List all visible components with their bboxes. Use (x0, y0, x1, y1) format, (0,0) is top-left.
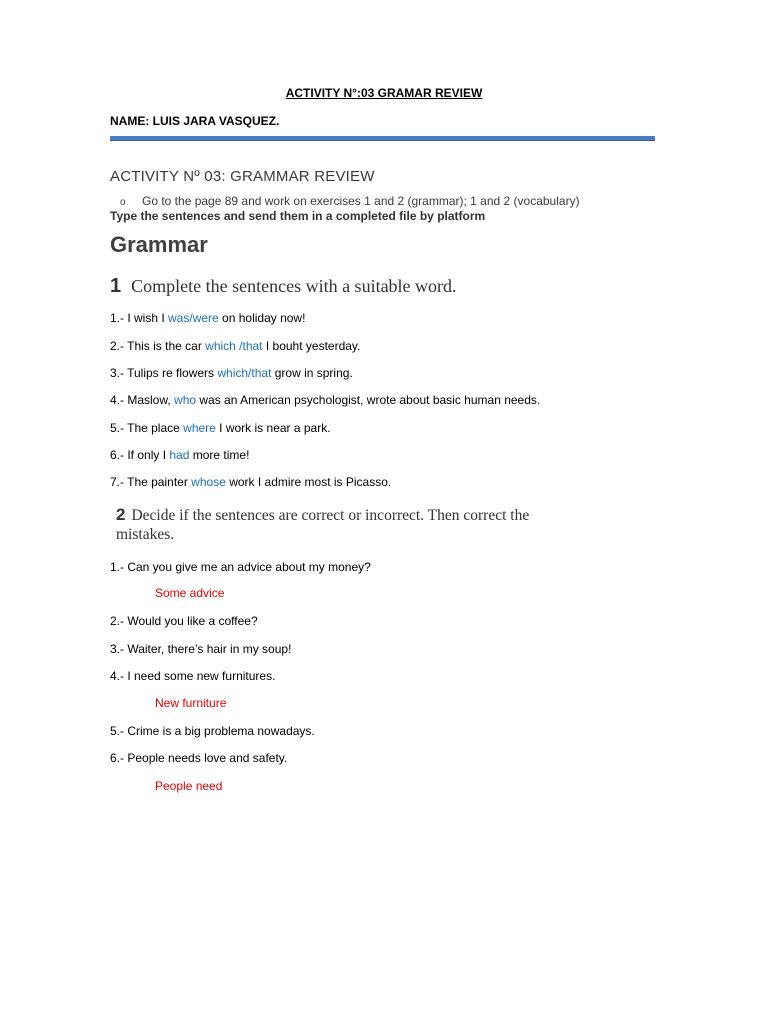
item-answer: which /that (205, 339, 263, 353)
instruction-bullet (120, 194, 580, 208)
exercise1-item (110, 339, 360, 353)
exercise2-number: 2 (116, 505, 126, 524)
correction-text: Some advice (155, 586, 225, 600)
item-answer: whose (191, 475, 226, 489)
item-text: was an American psychologist, wrote about basic human needs. (196, 393, 541, 407)
exercise1-item (110, 311, 305, 325)
item-answer: who (174, 393, 197, 407)
exercise1-item (110, 475, 391, 489)
exercise1-item (110, 421, 331, 435)
item-text: work I admire most is Picasso. (225, 475, 392, 489)
item-text: 2.- This is the car (110, 339, 206, 353)
exercise1-text: Complete the sentences with a suitable word. (131, 276, 457, 296)
correction-text: New furniture (155, 696, 227, 710)
instruction-text: Go to the page 89 and work on exercises 1 and 2 (grammar); 1 and 2 (vocabulary) (142, 194, 580, 208)
item-text: I bouht yesterday. (262, 339, 361, 353)
item-text: grow in spring. (271, 366, 353, 380)
item-text: on holiday now! (218, 311, 306, 325)
item-text: 3.- Tulips re flowers (110, 366, 218, 380)
student-name: NAME: LUIS JARA VASQUEZ. (110, 114, 280, 128)
document-title: ACTIVITY N°:03 GRAMAR REVIEW (285, 86, 483, 100)
item-answer: which/that (217, 366, 272, 380)
exercise1-item (110, 448, 249, 462)
exercise2-item: 1.- Can you give me an advice about my money? (110, 560, 371, 574)
item-answer: had (169, 448, 190, 462)
exercise1-number: 1 (110, 275, 122, 297)
item-text: I work is near a park. (215, 421, 331, 435)
exercise2-heading (116, 504, 536, 545)
item-text: 7.- The painter (110, 475, 192, 489)
exercise2-item: 6.- People needs love and safety. (110, 751, 288, 765)
grammar-heading: Grammar (110, 232, 208, 257)
exercise2-item: 4.- I need some new furnitures. (110, 669, 276, 683)
item-text: 5.- The place (110, 421, 184, 435)
exercise2-item: 2.- Would you like a coffee? (110, 614, 258, 628)
exercise2-item: 3.- Waiter, there’s hair in my soup! (110, 642, 292, 656)
exercise2-item: 5.- Crime is a big problema nowadays. (110, 724, 315, 738)
item-answer: where (183, 421, 216, 435)
exercise1-item (110, 393, 540, 407)
item-text: 4.- Maslow, (110, 393, 175, 407)
bullet-icon: o (120, 197, 126, 208)
exercise1-heading (110, 274, 457, 299)
item-text: more time! (189, 448, 250, 462)
horizontal-rule (110, 136, 655, 141)
exercise2-text: Decide if the sentences are correct or incorrect. Then correct the mistakes. (116, 507, 530, 544)
activity-heading: ACTIVITY Nº 03: GRAMMAR REVIEW (110, 168, 375, 185)
type-instruction: Type the sentences and send them in a completed file by platform (110, 209, 486, 223)
exercise1-item (110, 366, 353, 380)
item-text: 6.- If only I (110, 448, 170, 462)
item-answer: was/were (168, 311, 219, 325)
item-text: 1.- I wish I (110, 311, 169, 325)
correction-text: People need (155, 779, 223, 793)
